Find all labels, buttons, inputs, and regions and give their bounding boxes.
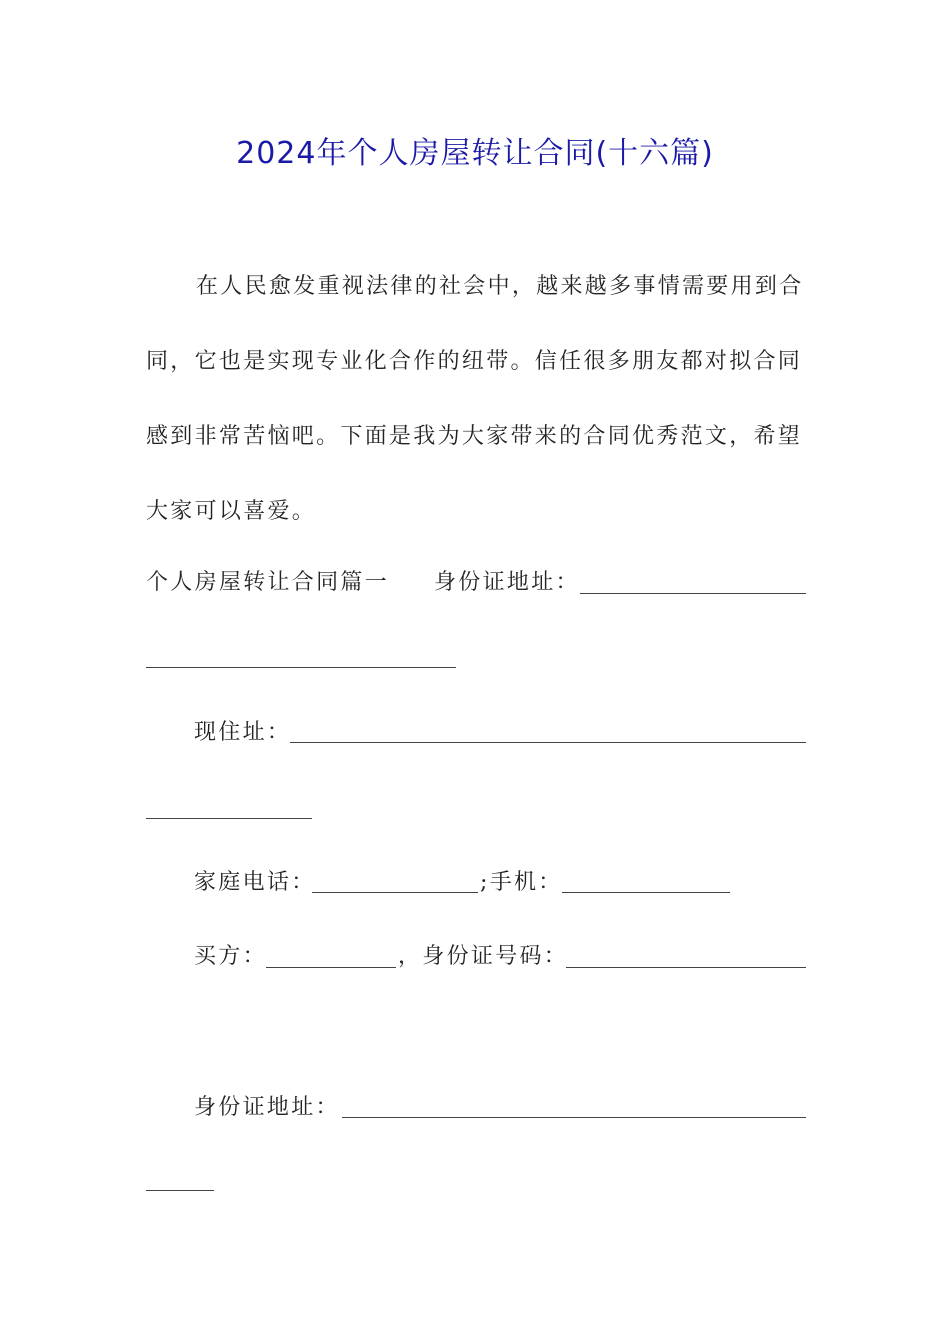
id-address-label: 身份证地址： [434, 570, 580, 595]
id-number-blank[interactable] [566, 967, 806, 968]
current-address-label: 现住址： [194, 720, 292, 745]
intro-line: 同，它也是实现专业化合作的纽带。信任很多朋友都对拟合同 [146, 349, 803, 374]
current-address-blank[interactable] [290, 742, 806, 743]
intro-line: 在人民愈发重视法律的社会中，越来越多事情需要用到合 [196, 274, 804, 299]
section-heading: 个人房屋转让合同篇一 [146, 570, 390, 595]
id-address-label-2: 身份证地址： [194, 1095, 340, 1120]
home-phone-blank[interactable] [312, 892, 478, 893]
mobile-blank[interactable] [562, 892, 730, 893]
document-title: 2024年个人房屋转让合同(十六篇) [236, 136, 714, 171]
intro-paragraph [146, 249, 810, 549]
id-number-label: ，身份证号码： [398, 944, 569, 969]
id-address-blank[interactable] [580, 593, 806, 594]
home-phone-label: 家庭电话： [194, 870, 316, 895]
intro-line: 感到非常苦恼吧。下面是我为大家带来的合同优秀范文，希望 [146, 424, 803, 449]
buyer-label: 买方： [194, 944, 267, 969]
intro-line: 大家可以喜爱。 [146, 499, 317, 524]
current-address-blank-cont[interactable] [146, 818, 312, 819]
id-address-blank-2-cont[interactable] [146, 1190, 214, 1191]
id-address-blank-cont[interactable] [146, 667, 456, 668]
id-address-blank-2[interactable] [342, 1117, 806, 1118]
mobile-label: ;手机： [480, 870, 563, 895]
buyer-blank[interactable] [266, 967, 396, 968]
